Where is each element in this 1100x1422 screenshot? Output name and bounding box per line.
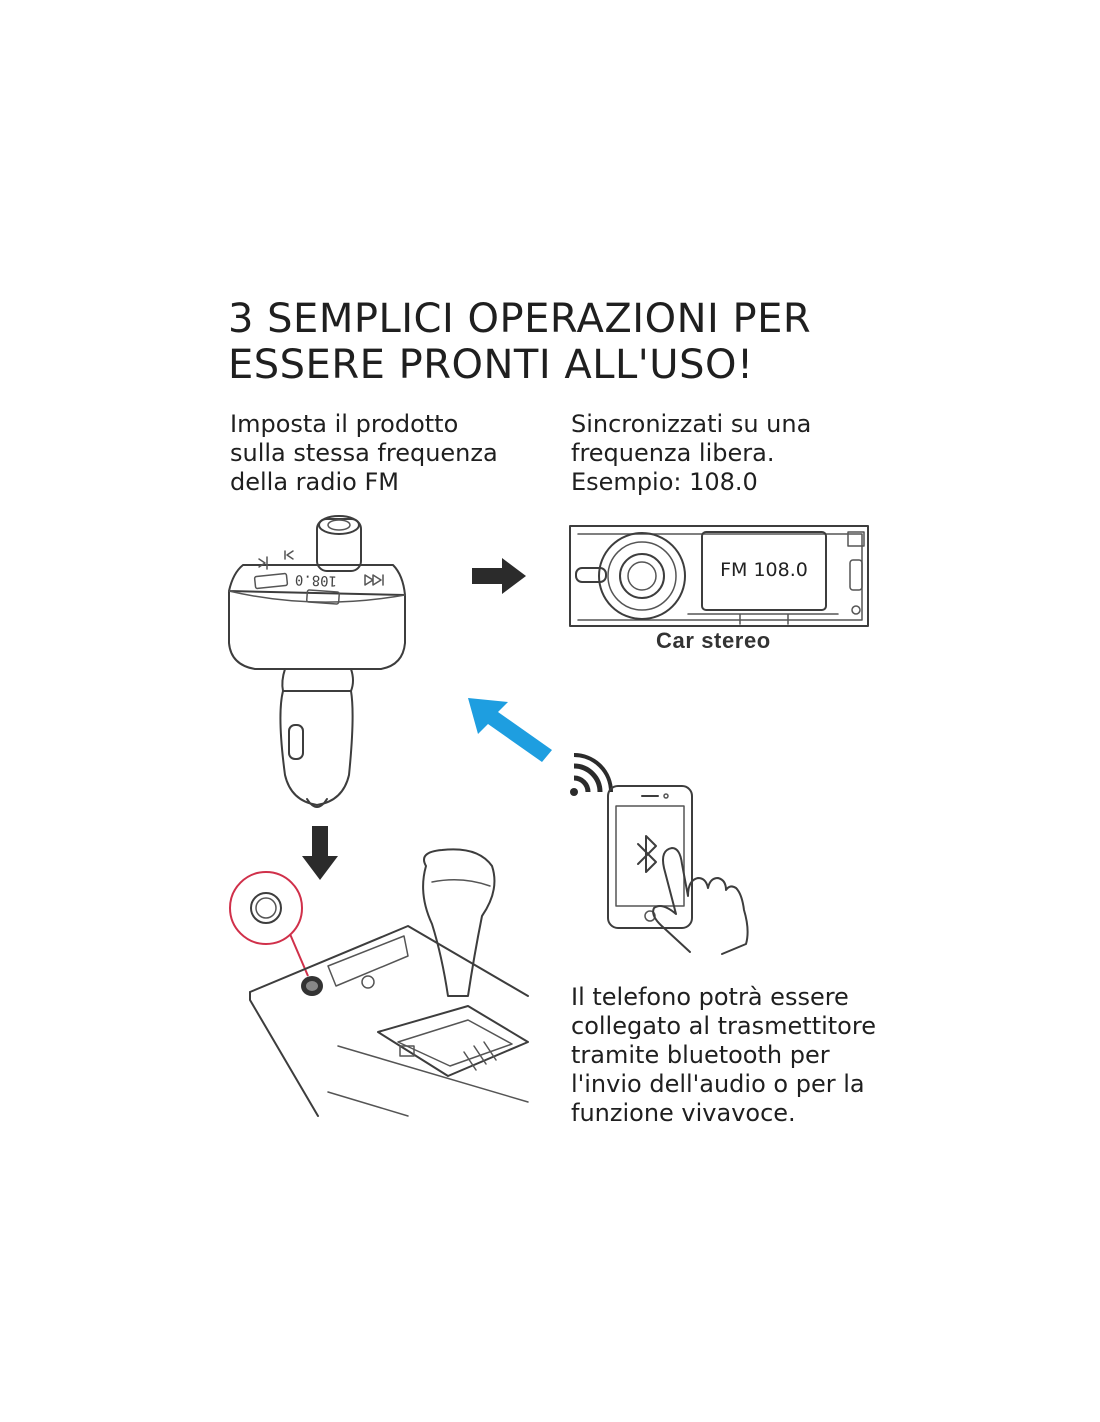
blue-arrow-icon: [464, 694, 560, 764]
page-title: [228, 296, 878, 388]
car-stereo-illustration: [568, 524, 870, 628]
step3-line-5: funzione vivavoce.: [571, 1099, 796, 1127]
right-arrow-icon: [472, 556, 528, 596]
step2-line-1: Sincronizzati su una: [571, 410, 812, 438]
bluetooth-icon: [638, 836, 656, 872]
step1-text: [230, 410, 498, 497]
step3-line-3: tramite bluetooth per: [571, 1041, 830, 1069]
step2-line-3: Esempio: 108.0: [571, 468, 758, 496]
fm-transmitter-illustration: [215, 515, 415, 815]
car-stereo-caption: Car stereo: [656, 628, 771, 653]
stereo-display: FM 108.0: [720, 559, 808, 581]
step3-line-4: l'invio dell'audio o per la: [571, 1070, 865, 1098]
transmitter-display: 108.0: [294, 571, 338, 589]
title-line-1: 3 SEMPLICI OPERAZIONI PER: [228, 296, 812, 342]
car-interior-illustration: [228, 846, 538, 1118]
smartphone-illustration: [602, 784, 762, 956]
step2-line-2: frequenza libera.: [571, 439, 775, 467]
step3-text: [571, 983, 876, 1128]
step1-line-3: della radio FM: [230, 468, 399, 496]
step3-line-2: collegato al trasmettitore: [571, 1012, 876, 1040]
step1-line-1: Imposta il prodotto: [230, 410, 459, 438]
step1-line-2: sulla stessa frequenza: [230, 439, 498, 467]
title-line-2: ESSERE PRONTI ALL'USO!: [228, 342, 754, 388]
hand-icon: [653, 848, 747, 954]
step3-line-1: Il telefono potrà essere: [571, 983, 849, 1011]
step2-text: [571, 410, 811, 497]
